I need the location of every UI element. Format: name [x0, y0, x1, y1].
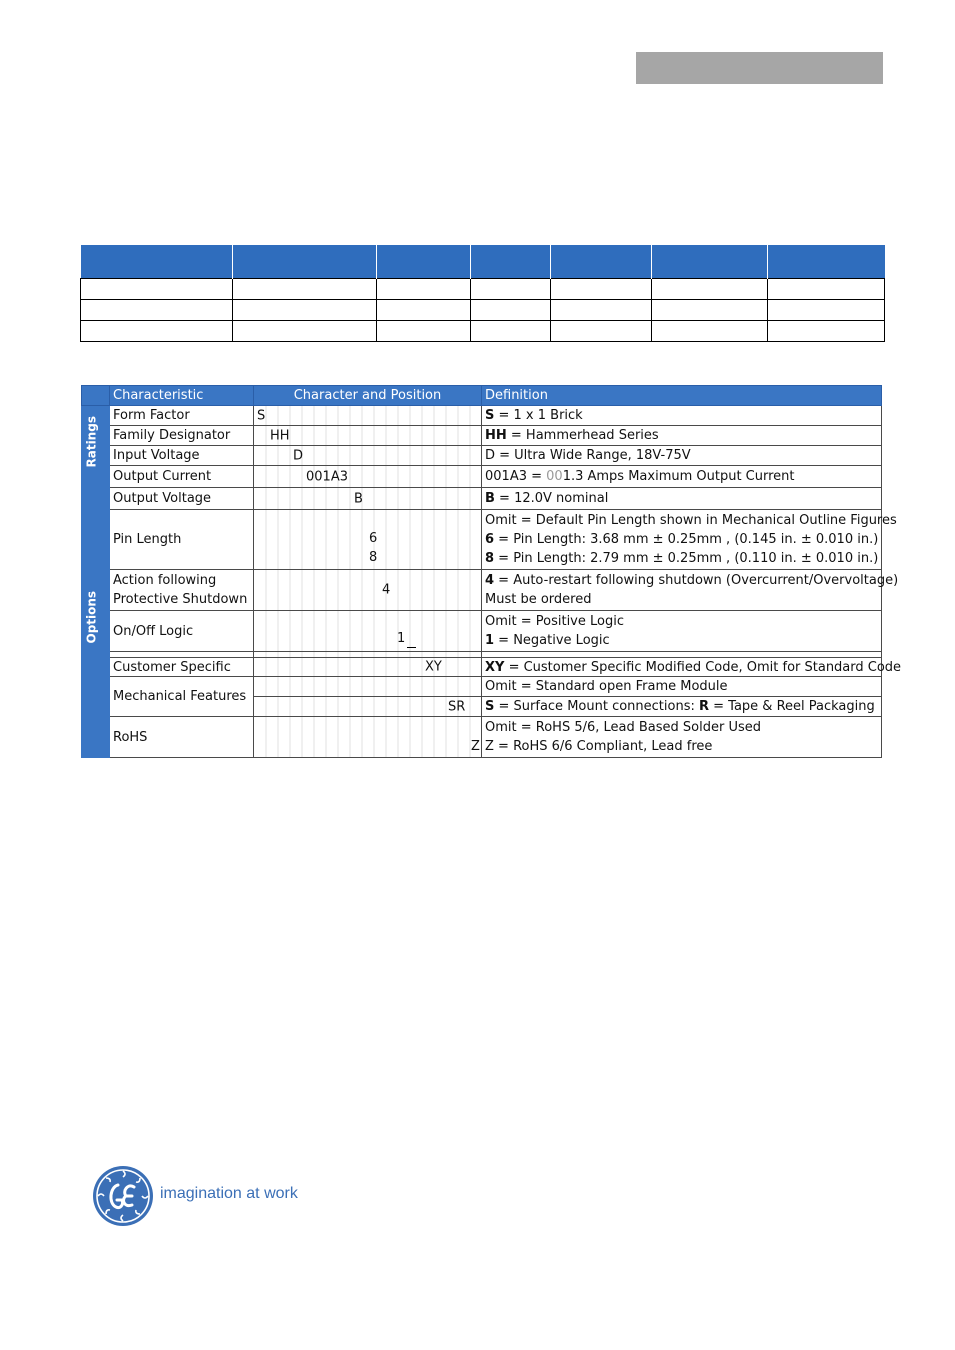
ordering-header-cell [471, 245, 551, 279]
definition [482, 611, 882, 652]
def-line [485, 530, 878, 549]
table-cell [471, 321, 551, 342]
table-row [82, 426, 882, 446]
table-row [81, 279, 885, 300]
characteristic-name: Pin Length [110, 510, 254, 570]
table-cell [768, 321, 885, 342]
options-group-label [82, 510, 110, 758]
code-position [254, 570, 482, 611]
characteristic-name: Output Current [110, 466, 254, 488]
options-label: Options [84, 590, 99, 644]
code-position [254, 677, 482, 697]
def-line: Z = RoHS 6/6 Compliant, Lead free [485, 739, 713, 754]
code-char: D [293, 448, 304, 463]
table-cell [471, 279, 551, 300]
table-row [81, 321, 885, 342]
def-code: 4 [485, 573, 495, 588]
characteristic-name: Mechanical Features [110, 677, 254, 717]
def-line [485, 549, 878, 568]
code-char: B [354, 491, 363, 506]
table-cell [551, 300, 652, 321]
definition [482, 488, 882, 510]
header-character-position: Character and Position [254, 386, 482, 406]
code-position [254, 697, 482, 717]
table-cell [377, 279, 471, 300]
code-char: 001A3 [306, 469, 348, 484]
code-position [254, 658, 482, 677]
def-code: S [485, 699, 495, 714]
table-cell [652, 279, 768, 300]
def-text: 1.3 Amps Maximum Output Current [562, 469, 795, 484]
definition [482, 510, 897, 570]
characteristic-name: Output Voltage [110, 488, 254, 510]
table-cell [233, 321, 377, 342]
def-text: = Customer Specific Modified Code, Omit for Standard Code [504, 659, 902, 675]
def-gray-text: 00 [546, 469, 563, 484]
char-line: Action following [113, 573, 217, 588]
logo-tagline: imagination at work [160, 1185, 298, 1202]
table-cell [233, 279, 377, 300]
characteristic-name: Customer Specific [110, 658, 254, 677]
table-row [81, 300, 885, 321]
def-code: 6 [485, 532, 495, 547]
def-text: = Pin Length: 2.79 mm ± 0.25mm , (0.110 in. ± 0.010 in.) [494, 551, 879, 566]
code-position [254, 510, 482, 570]
code-char: SR [448, 699, 466, 714]
def-code: R [698, 699, 709, 714]
ratings-group-label [82, 406, 110, 510]
code-position [254, 717, 482, 758]
definition [482, 717, 882, 758]
ordering-header-cell [377, 245, 471, 279]
def-line: Omit = Default Pin Length shown in Mechanical Outline Figures [485, 513, 897, 528]
ordering-table [80, 245, 885, 342]
def-code: B [485, 491, 495, 506]
definition [482, 466, 882, 488]
definition [482, 697, 882, 717]
def-line [485, 571, 899, 590]
def-code: HH [485, 428, 507, 443]
def-text: = Hammerhead Series [506, 428, 659, 443]
def-line: Omit = RoHS 5/6, Lead Based Solder Used [485, 720, 761, 735]
table-cell [233, 300, 377, 321]
header-spacer [82, 386, 110, 406]
table-cell [652, 300, 768, 321]
part-number-code-table [81, 385, 902, 758]
characteristic-name: Form Factor [110, 406, 254, 426]
table-cell [377, 321, 471, 342]
code-underline [407, 647, 416, 648]
code-char: 1 [397, 631, 406, 646]
header-gray-bar [636, 52, 883, 84]
ordering-header-cell [551, 245, 652, 279]
code-char: Z [471, 739, 480, 754]
char-line: Protective Shutdown [113, 592, 248, 607]
code-position [254, 611, 482, 652]
table-cell [551, 321, 652, 342]
def-line [485, 631, 878, 650]
header-definition: Definition [482, 386, 882, 406]
table-cell [81, 279, 233, 300]
ordering-header-cell [768, 245, 885, 279]
table-cell [652, 321, 768, 342]
ordering-table-header [81, 245, 885, 279]
def-text: = Tape & Reel Packaging [709, 699, 875, 714]
table-cell [377, 300, 471, 321]
def-code: 1 [485, 633, 495, 648]
def-line: Omit = Positive Logic [485, 614, 624, 629]
characteristic-name: Input Voltage [110, 446, 254, 466]
table-row [82, 677, 882, 697]
table-row [82, 570, 882, 611]
table-row [82, 446, 882, 466]
def-code: S [485, 408, 495, 423]
header-characteristic: Characteristic [110, 386, 254, 406]
table-row [82, 717, 882, 758]
table-cell [551, 279, 652, 300]
definition [482, 426, 882, 446]
definition [482, 658, 902, 677]
def-code: 8 [485, 551, 495, 566]
table-cell [768, 300, 885, 321]
characteristic-name: On/Off Logic [110, 611, 254, 652]
table-row [82, 406, 882, 426]
code-position [254, 488, 482, 510]
characteristic-name [110, 570, 254, 611]
definition: D = Ultra Wide Range, 18V-75V [482, 446, 882, 466]
code-char: 4 [382, 582, 391, 598]
code-position [254, 466, 482, 488]
table-cell [81, 321, 233, 342]
code-char: S [257, 408, 266, 423]
table-cell [471, 300, 551, 321]
ge-logo-icon [92, 1165, 154, 1227]
ordering-header-cell [652, 245, 768, 279]
def-text: 001A3 = [485, 469, 547, 484]
definition [482, 406, 882, 426]
def-line: Must be ordered [485, 592, 592, 607]
table-row [82, 466, 882, 488]
code-char: 6 [369, 531, 378, 546]
table-row [82, 658, 882, 677]
def-text: = Pin Length: 3.68 mm ± 0.25mm , (0.145 in. ± 0.010 in.) [494, 532, 879, 547]
def-text: = Surface Mount connections: [494, 699, 699, 714]
code-table-header [82, 386, 882, 406]
def-text: = 12.0V nominal [494, 491, 609, 506]
code-position [254, 426, 482, 446]
code-char: 8 [369, 550, 378, 565]
ordering-header-cell [81, 245, 233, 279]
table-cell [768, 279, 885, 300]
def-text: = Negative Logic [494, 633, 610, 648]
ratings-label: Ratings [84, 416, 99, 468]
characteristic-name: RoHS [110, 717, 254, 758]
code-char: HH [270, 428, 290, 443]
def-code: XY [485, 659, 505, 675]
code-char: XY [425, 659, 442, 675]
definition: Omit = Standard open Frame Module [482, 677, 882, 697]
def-text: = Auto-restart following shutdown (Overcurrent/Overvoltage) [494, 573, 899, 588]
code-position [254, 406, 482, 426]
ordering-header-cell [233, 245, 377, 279]
characteristic-name: Family Designator [110, 426, 254, 446]
def-text: = 1 x 1 Brick [494, 408, 583, 423]
table-cell [81, 300, 233, 321]
table-row [82, 510, 882, 570]
table-row [82, 488, 882, 510]
table-row [82, 611, 882, 652]
definition [482, 570, 899, 611]
code-position [254, 446, 482, 466]
